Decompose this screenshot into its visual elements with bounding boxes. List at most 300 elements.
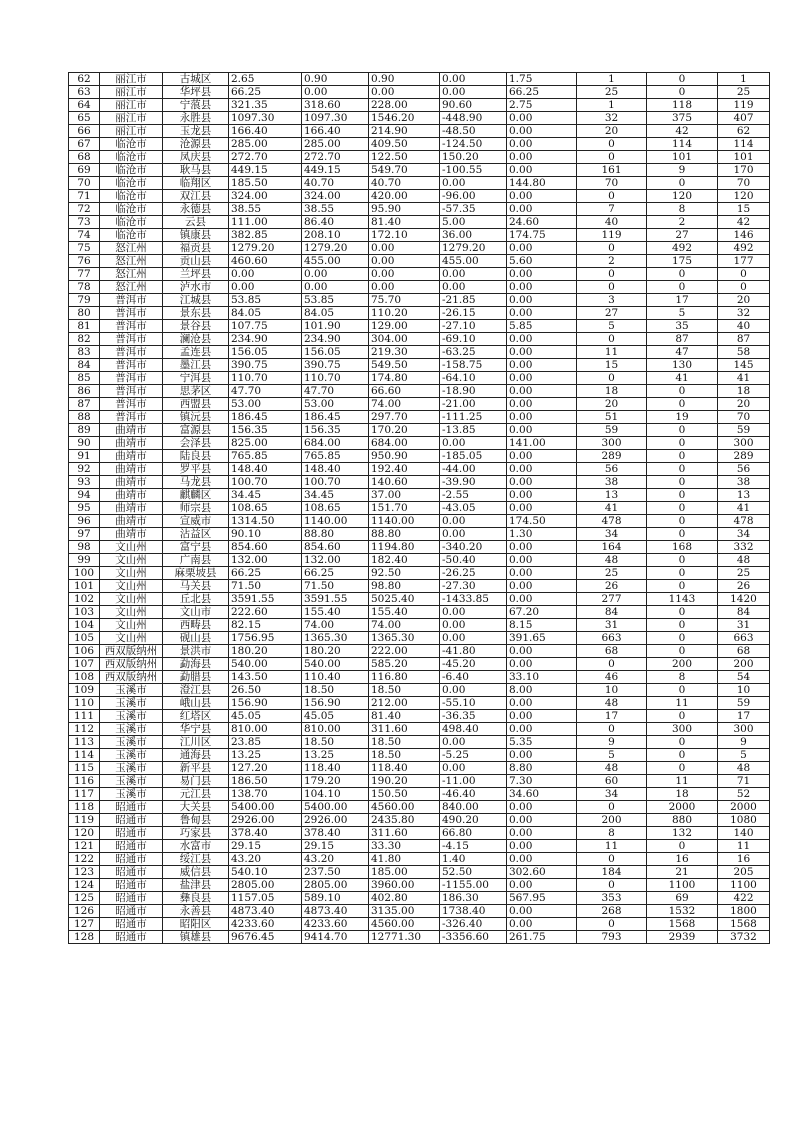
value-4: -158.75 [440,359,507,372]
table-row [69,515,770,528]
value-2: 1097.30 [302,112,369,125]
count-1: 17 [577,710,647,723]
count-1: 164 [577,541,647,554]
value-4: -39.90 [440,476,507,489]
count-1: 1 [577,99,647,112]
count-total: 1 [718,73,770,86]
value-4: -1433.85 [440,593,507,606]
count-total: 114 [718,138,770,151]
table-row [69,255,770,268]
value-3: 409.50 [369,138,440,151]
count-2: 0 [647,736,718,749]
value-1: 321.35 [229,99,302,112]
city-name: 普洱市 [100,359,163,372]
count-1: 56 [577,463,647,476]
value-2: 2926.00 [302,814,369,827]
value-4: 1738.40 [440,905,507,918]
value-2: 13.25 [302,749,369,762]
value-5: 0.00 [507,372,577,385]
count-1: 268 [577,905,647,918]
count-2: 19 [647,411,718,424]
value-3: 172.10 [369,229,440,242]
count-1: 32 [577,112,647,125]
count-total: 84 [718,606,770,619]
table-row [69,918,770,931]
value-4: -55.10 [440,697,507,710]
value-5: 261.75 [507,931,577,944]
count-total: 25 [718,86,770,99]
county-name: 巧家县 [163,827,229,840]
county-name: 文山市 [163,606,229,619]
value-2: 0.00 [302,86,369,99]
row-number: 103 [69,606,100,619]
count-total: 0 [718,281,770,294]
county-name: 凤庆县 [163,151,229,164]
count-2: 0 [647,424,718,437]
value-5: 0.00 [507,567,577,580]
value-4: -18.90 [440,385,507,398]
county-name: 勐海县 [163,658,229,671]
city-name: 普洱市 [100,294,163,307]
row-number: 71 [69,190,100,203]
count-1: 793 [577,931,647,944]
count-total: 120 [718,190,770,203]
city-name: 临沧市 [100,216,163,229]
value-1: 378.40 [229,827,302,840]
county-name: 彝良县 [163,892,229,905]
value-5: 0.00 [507,593,577,606]
county-name: 福贡县 [163,242,229,255]
value-4: -26.15 [440,307,507,320]
count-2: 0 [647,268,718,281]
value-1: 765.85 [229,450,302,463]
value-1: 108.65 [229,502,302,515]
table-row [69,840,770,853]
count-1: 0 [577,372,647,385]
table-row [69,489,770,502]
count-1: 161 [577,164,647,177]
city-name: 曲靖市 [100,476,163,489]
city-name: 临沧市 [100,138,163,151]
county-name: 云县 [163,216,229,229]
value-2: 390.75 [302,359,369,372]
row-number: 111 [69,710,100,723]
value-5: 0.00 [507,554,577,567]
count-1: 51 [577,411,647,424]
value-2: 43.20 [302,853,369,866]
count-2: 0 [647,476,718,489]
count-total: 18 [718,385,770,398]
county-name: 古城区 [163,73,229,86]
value-3: 297.70 [369,411,440,424]
count-total: 25 [718,567,770,580]
value-4: 0.00 [440,606,507,619]
county-name: 麒麟区 [163,489,229,502]
value-1: 234.90 [229,333,302,346]
value-5: 0.00 [507,281,577,294]
value-5: 0.00 [507,749,577,762]
value-1: 143.50 [229,671,302,684]
value-3: 0.00 [369,255,440,268]
count-total: 300 [718,723,770,736]
city-name: 丽江市 [100,73,163,86]
value-5: 24.60 [507,216,577,229]
value-3: 170.20 [369,424,440,437]
county-name: 盐津县 [163,879,229,892]
value-4: -27.10 [440,320,507,333]
value-1: 148.40 [229,463,302,476]
row-number: 82 [69,333,100,346]
count-total: 87 [718,333,770,346]
value-3: 40.70 [369,177,440,190]
value-1: 111.00 [229,216,302,229]
value-1: 66.25 [229,86,302,99]
value-1: 854.60 [229,541,302,554]
value-4: -4.15 [440,840,507,853]
city-name: 昭通市 [100,866,163,879]
value-4: 0.00 [440,281,507,294]
count-2: 5 [647,307,718,320]
value-3: 81.40 [369,216,440,229]
county-name: 江川区 [163,736,229,749]
count-1: 34 [577,788,647,801]
value-4: -36.35 [440,710,507,723]
count-2: 1143 [647,593,718,606]
value-5: 8.00 [507,684,577,697]
county-name: 镇沅县 [163,411,229,424]
value-1: 1157.05 [229,892,302,905]
value-1: 825.00 [229,437,302,450]
value-5: 302.60 [507,866,577,879]
value-2: 100.70 [302,476,369,489]
value-4: 0.00 [440,86,507,99]
count-1: 40 [577,216,647,229]
count-1: 34 [577,528,647,541]
county-name: 马龙县 [163,476,229,489]
count-total: 10 [718,684,770,697]
county-name: 会泽县 [163,437,229,450]
count-1: 277 [577,593,647,606]
county-name: 西盟县 [163,398,229,411]
value-2: 854.60 [302,541,369,554]
row-number: 117 [69,788,100,801]
count-total: 11 [718,840,770,853]
count-total: 146 [718,229,770,242]
value-3: 585.20 [369,658,440,671]
count-2: 35 [647,320,718,333]
count-2: 42 [647,125,718,138]
value-3: 75.70 [369,294,440,307]
county-name: 易门县 [163,775,229,788]
value-3: 684.00 [369,437,440,450]
value-2: 234.90 [302,333,369,346]
county-name: 华宁县 [163,723,229,736]
count-2: 118 [647,99,718,112]
city-name: 曲靖市 [100,424,163,437]
table-row [69,294,770,307]
value-3: 185.00 [369,866,440,879]
table-row [69,216,770,229]
county-name: 峨山县 [163,697,229,710]
table-row [69,723,770,736]
value-2: 110.70 [302,372,369,385]
table-row [69,138,770,151]
county-name: 马关县 [163,580,229,593]
value-1: 43.20 [229,853,302,866]
value-4: 498.40 [440,723,507,736]
value-4: 150.20 [440,151,507,164]
count-total: 16 [718,853,770,866]
value-3: 549.50 [369,359,440,372]
count-1: 68 [577,645,647,658]
count-1: 8 [577,827,647,840]
value-5: 0.00 [507,723,577,736]
value-3: 129.00 [369,320,440,333]
county-name: 宁蒗县 [163,99,229,112]
value-1: 810.00 [229,723,302,736]
value-1: 23.85 [229,736,302,749]
value-2: 88.80 [302,528,369,541]
value-1: 26.50 [229,684,302,697]
count-1: 20 [577,125,647,138]
value-4: -96.00 [440,190,507,203]
value-1: 2926.00 [229,814,302,827]
value-1: 0.00 [229,268,302,281]
value-2: 9414.70 [302,931,369,944]
value-3: 182.40 [369,554,440,567]
value-5: 0.00 [507,918,577,931]
value-2: 684.00 [302,437,369,450]
table-row [69,736,770,749]
county-name: 砚山县 [163,632,229,645]
table-row [69,788,770,801]
county-name: 宣威市 [163,515,229,528]
value-1: 1097.30 [229,112,302,125]
count-total: 101 [718,151,770,164]
value-5: 67.20 [507,606,577,619]
value-5: 0.00 [507,840,577,853]
value-2: 237.50 [302,866,369,879]
county-name: 大关县 [163,801,229,814]
county-name: 镇康县 [163,229,229,242]
count-1: 0 [577,268,647,281]
count-1: 353 [577,892,647,905]
value-4: 186.30 [440,892,507,905]
count-2: 9 [647,164,718,177]
city-name: 临沧市 [100,190,163,203]
value-1: 382.85 [229,229,302,242]
value-5: 2.75 [507,99,577,112]
city-name: 普洱市 [100,307,163,320]
count-total: 41 [718,372,770,385]
value-3: 3960.00 [369,879,440,892]
count-2: 0 [647,515,718,528]
count-2: 1532 [647,905,718,918]
count-2: 0 [647,606,718,619]
count-1: 0 [577,151,647,164]
value-1: 9676.45 [229,931,302,944]
row-number: 70 [69,177,100,190]
count-1: 0 [577,138,647,151]
count-1: 25 [577,86,647,99]
value-3: 74.00 [369,398,440,411]
value-2: 156.05 [302,346,369,359]
county-name: 贡山县 [163,255,229,268]
row-number: 96 [69,515,100,528]
row-number: 93 [69,476,100,489]
value-2: 180.20 [302,645,369,658]
value-3: 151.70 [369,502,440,515]
count-1: 27 [577,307,647,320]
table-row [69,320,770,333]
value-1: 29.15 [229,840,302,853]
county-name: 罗平县 [163,463,229,476]
value-5: 0.00 [507,710,577,723]
row-number: 125 [69,892,100,905]
count-total: 70 [718,177,770,190]
count-total: 422 [718,892,770,905]
count-2: 0 [647,645,718,658]
city-name: 普洱市 [100,385,163,398]
county-name: 威信县 [163,866,229,879]
count-1: 289 [577,450,647,463]
value-1: 540.00 [229,658,302,671]
value-4: -63.25 [440,346,507,359]
value-5: 0.00 [507,502,577,515]
value-1: 1314.50 [229,515,302,528]
table-row [69,372,770,385]
value-5: 0.00 [507,359,577,372]
count-2: 1568 [647,918,718,931]
city-name: 昭通市 [100,801,163,814]
city-name: 文山州 [100,541,163,554]
count-2: 0 [647,554,718,567]
count-2: 0 [647,749,718,762]
city-name: 曲靖市 [100,450,163,463]
value-4: 52.50 [440,866,507,879]
value-5: 0.00 [507,879,577,892]
value-2: 110.40 [302,671,369,684]
value-2: 148.40 [302,463,369,476]
value-2: 18.50 [302,736,369,749]
count-total: 1100 [718,879,770,892]
value-4: -21.00 [440,398,507,411]
value-3: 1140.00 [369,515,440,528]
row-number: 114 [69,749,100,762]
value-4: -326.40 [440,918,507,931]
count-total: 9 [718,736,770,749]
value-5: 0.00 [507,203,577,216]
value-3: 122.50 [369,151,440,164]
value-2: 45.05 [302,710,369,723]
count-2: 0 [647,619,718,632]
county-name: 景谷县 [163,320,229,333]
county-name: 西畴县 [163,619,229,632]
count-total: 20 [718,294,770,307]
value-2: 378.40 [302,827,369,840]
county-name: 沾益区 [163,528,229,541]
value-5: 0.00 [507,164,577,177]
row-number: 79 [69,294,100,307]
row-number: 88 [69,411,100,424]
value-5: 66.25 [507,86,577,99]
row-number: 100 [69,567,100,580]
value-3: 0.00 [369,242,440,255]
value-1: 3591.55 [229,593,302,606]
value-5: 0.00 [507,541,577,554]
value-4: 0.00 [440,515,507,528]
value-4: -111.25 [440,411,507,424]
value-2: 53.00 [302,398,369,411]
value-1: 38.55 [229,203,302,216]
count-total: 59 [718,424,770,437]
value-4: -57.35 [440,203,507,216]
count-total: 145 [718,359,770,372]
value-1: 45.05 [229,710,302,723]
county-name: 墨江县 [163,359,229,372]
value-2: 18.50 [302,684,369,697]
table-row [69,827,770,840]
count-2: 0 [647,177,718,190]
count-1: 0 [577,853,647,866]
count-1: 46 [577,671,647,684]
table-row [69,658,770,671]
count-1: 26 [577,580,647,593]
value-4: -43.05 [440,502,507,515]
row-number: 115 [69,762,100,775]
count-total: 13 [718,489,770,502]
value-5: 144.80 [507,177,577,190]
value-4: -3356.60 [440,931,507,944]
count-2: 0 [647,398,718,411]
county-name: 耿马县 [163,164,229,177]
value-5: 0.00 [507,242,577,255]
value-2: 589.10 [302,892,369,905]
value-2: 540.00 [302,658,369,671]
row-number: 108 [69,671,100,684]
count-1: 9 [577,736,647,749]
value-4: -6.40 [440,671,507,684]
county-name: 兰坪县 [163,268,229,281]
count-1: 31 [577,619,647,632]
count-total: 1568 [718,918,770,931]
value-2: 86.40 [302,216,369,229]
row-number: 87 [69,398,100,411]
county-name: 景东县 [163,307,229,320]
row-number: 106 [69,645,100,658]
value-3: 174.80 [369,372,440,385]
table-row [69,333,770,346]
city-name: 昭通市 [100,814,163,827]
value-2: 104.10 [302,788,369,801]
count-total: 492 [718,242,770,255]
county-name: 思茅区 [163,385,229,398]
value-5: 33.10 [507,671,577,684]
value-1: 186.50 [229,775,302,788]
table-row [69,931,770,944]
value-1: 285.00 [229,138,302,151]
table-row [69,541,770,554]
count-total: 332 [718,541,770,554]
count-2: 0 [647,684,718,697]
value-5: 0.00 [507,424,577,437]
table-row [69,866,770,879]
value-3: 2435.80 [369,814,440,827]
table-row [69,762,770,775]
value-1: 53.85 [229,294,302,307]
city-name: 文山州 [100,619,163,632]
value-5: 567.95 [507,892,577,905]
